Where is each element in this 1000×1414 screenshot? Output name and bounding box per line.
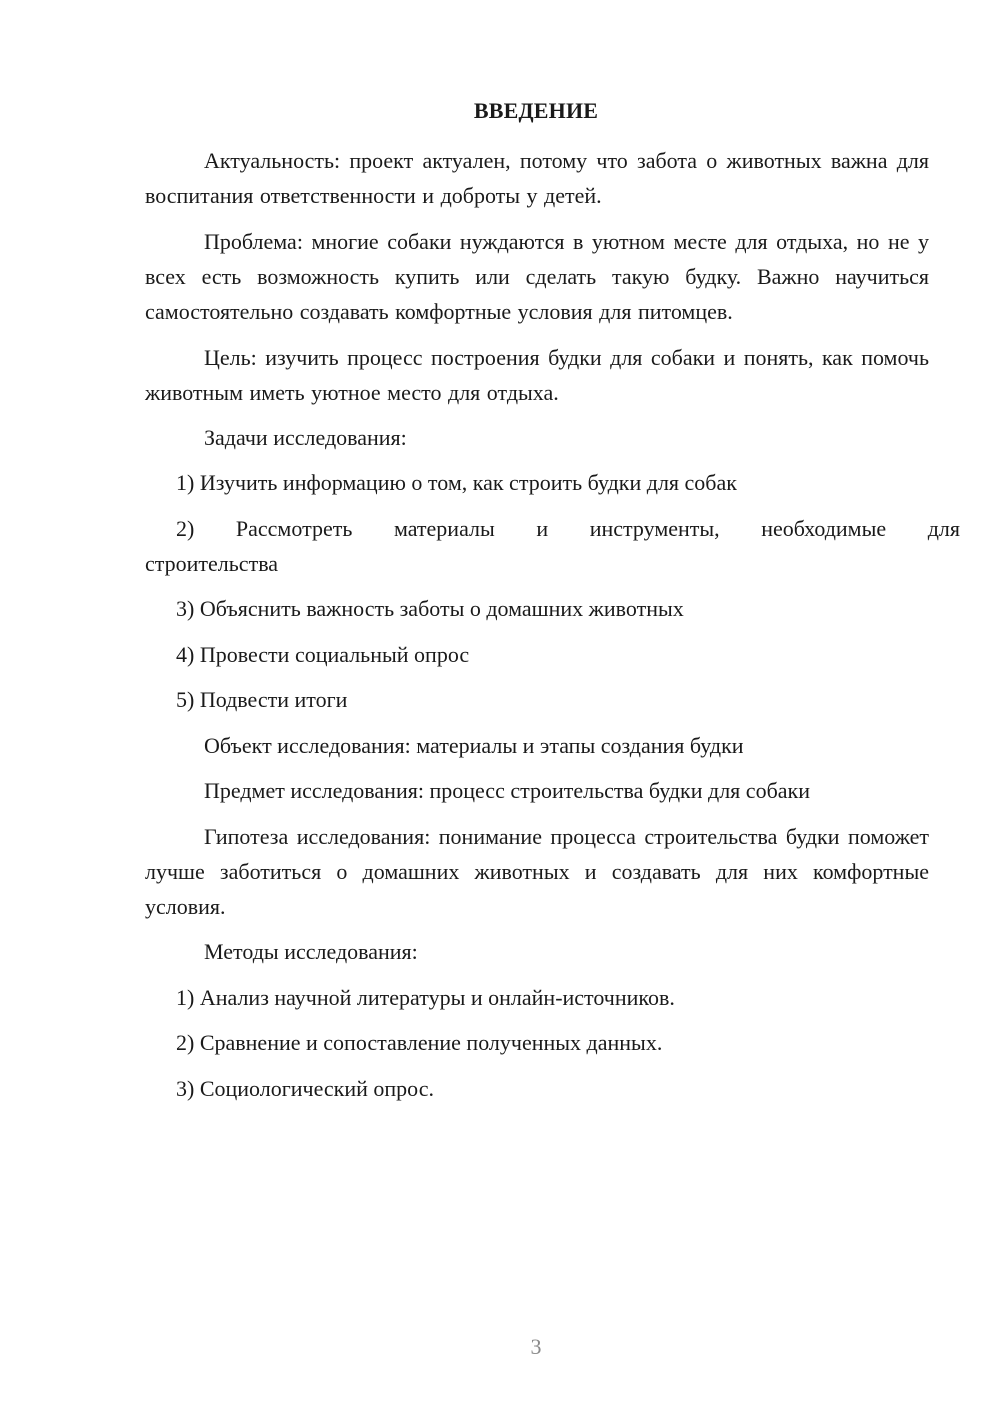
task-item-2: 2) Рассмотреть материалы и инструменты, необходимые для	[176, 516, 960, 541]
subject-paragraph: Предмет исследования: процесс строительства будки для собаки	[204, 778, 810, 803]
methods-title: Методы исследования:	[204, 939, 418, 964]
goal-paragraph: Цель: изучить процесс построения будки для собаки и понять, как помочь животным иметь уютное место для отдыха.	[145, 345, 929, 405]
object-paragraph: Объект исследования: материалы и этапы создания будки	[204, 733, 744, 758]
method-item-3: 3) Социологический опрос.	[176, 1076, 434, 1101]
method-item-2: 2) Сравнение и сопоставление полученных данных.	[176, 1030, 663, 1055]
problem-paragraph: Проблема: многие собаки нуждаются в уютном месте для отдыха, но не у всех есть возможность купить или сделать такую будку. Важно научиться самостоятельно создавать комфортные условия для питомцев.	[145, 229, 929, 324]
relevance-paragraph: Актуальность: проект актуален, потому что забота о животных важна для воспитания ответственности и доброты у детей.	[145, 148, 929, 208]
page-number: 3	[530, 1334, 542, 1359]
task-item-1: 1) Изучить информацию о том, как строить будки для собак	[176, 470, 737, 495]
task-item-4: 4) Провести социальный опрос	[176, 642, 470, 667]
task-item-5: 5) Подвести итоги	[176, 687, 348, 712]
tasks-title: Задачи исследования:	[204, 425, 407, 450]
hypothesis-paragraph: Гипотеза исследования: понимание процесса строительства будки поможет лучше заботиться о домашних животных и создавать для них комфортные условия.	[145, 824, 929, 919]
method-item-1: 1) Анализ научной литературы и онлайн-источников.	[176, 985, 675, 1010]
page-title: ВВЕДЕНИЕ	[473, 98, 599, 123]
task-item-2-continuation: строительства	[145, 551, 279, 576]
task-item-3: 3) Объяснить важность заботы о домашних животных	[176, 596, 684, 621]
